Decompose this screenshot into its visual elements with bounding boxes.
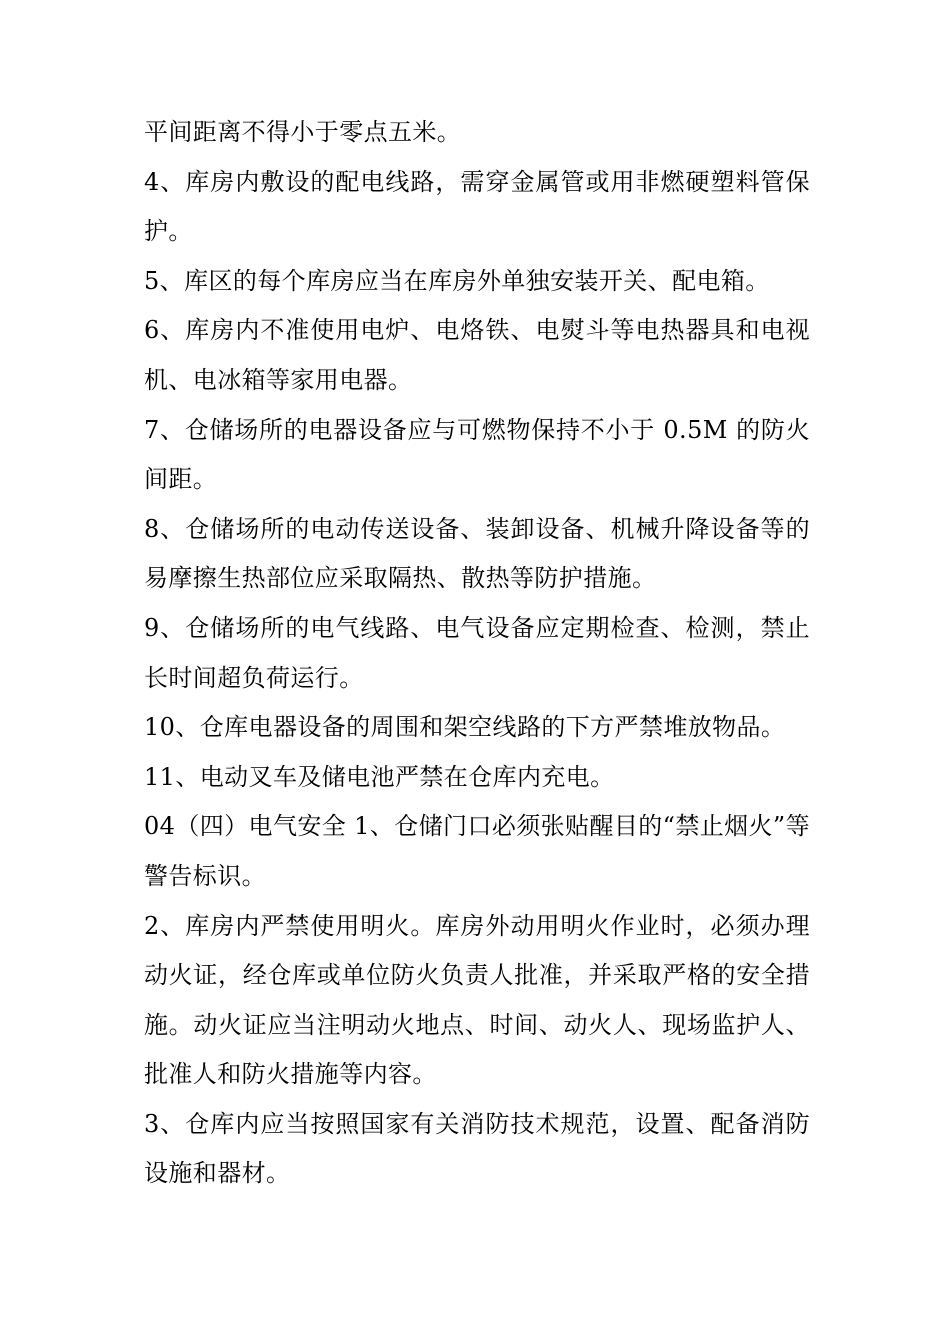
paragraph-item-7: 7、仓储场所的电器设备应与可燃物保持不小于 0.5M 的防火间距。: [144, 415, 810, 494]
paragraph-continuation: 平间距离不得小于零点五米。: [144, 118, 462, 146]
paragraph-section-04-item-1: 04（四）电气安全 1、仓储门口必须张贴醒目的“禁止烟火”等警告标识。: [144, 812, 810, 890]
paragraph-section-04-item-3: 3、仓库内应当按照国家有关消防技术规范，设置、配备消防设施和器材。: [144, 1109, 810, 1188]
paragraph-item-5: 5、库区的每个库房应当在库房外单独安装开关、配电箱。: [144, 266, 770, 295]
paragraph-item-6: 6、库房内不准使用电炉、电烙铁、电熨斗等电热器具和电视机、电冰箱等家用电器。: [144, 316, 810, 394]
paragraph-item-11: 11、电动叉车及储电池严禁在仓库内充电。: [144, 762, 615, 791]
paragraph-section-04-item-2: 2、库房内严禁使用明火。库房外动用明火作业时，必须办理动火证，经仓库或单位防火负责人批准，并采取严格的安全措施。动火证应当注明动火地点、时间、动火人、现场监护人、批准人和防火措施等内容。: [144, 911, 810, 1089]
paragraph-item-8: 8、仓储场所的电动传送设备、装卸设备、机械升降设备等的易摩擦生热部位应采取隔热、散热等防护措施。: [144, 514, 810, 593]
paragraph-item-10: 10、仓库电器设备的周围和架空线路的下方严禁堆放物品。: [144, 713, 786, 742]
document-body: [144, 108, 810, 1199]
paragraph-item-9: 9、仓储场所的电气线路、电气设备应定期检查、检测，禁止长时间超负荷运行。: [144, 613, 810, 692]
paragraph-item-4: 4、库房内敷设的配电线路，需穿金属管或用非燃硬塑料管保护。: [144, 167, 810, 246]
